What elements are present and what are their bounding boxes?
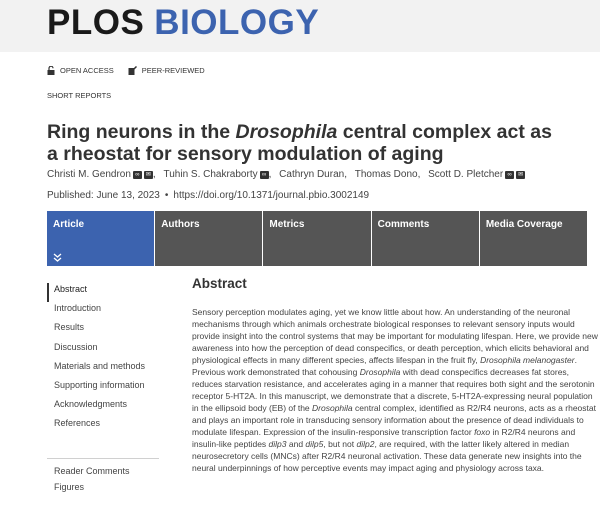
author-item[interactable]: Tuhin S. Chakraborty ∞ ,	[163, 169, 272, 180]
nav-figures[interactable]: Figures	[54, 481, 85, 492]
peer-reviewed-badge	[128, 66, 205, 75]
author-info-icon[interactable]: ∞	[260, 171, 269, 179]
publication-date: Published: June 13, 2023	[47, 190, 160, 201]
article-type: SHORT REPORTS	[47, 91, 112, 100]
nav-supporting-information[interactable]: Supporting information	[54, 379, 145, 390]
nav-materials-and-methods[interactable]: Materials and methods	[54, 360, 146, 371]
double-chevron-down-icon[interactable]	[53, 253, 62, 262]
open-access-badge	[47, 66, 114, 75]
tab-metrics[interactable]: Metrics	[263, 211, 370, 266]
tab-media-coverage[interactable]: Media Coverage	[480, 211, 587, 266]
open-lock-icon	[47, 66, 55, 75]
nav-reader-comments[interactable]: Reader Comments	[54, 465, 130, 476]
nav-introduction[interactable]: Introduction	[54, 303, 102, 314]
nav-acknowledgments[interactable]: Acknowledgments	[54, 399, 128, 410]
peer-reviewed-label: PEER-REVIEWED	[141, 66, 205, 75]
article-badges	[47, 66, 219, 75]
nav-divider	[47, 437, 159, 459]
abstract-heading: Abstract	[192, 276, 247, 291]
tab-article[interactable]: Article	[47, 211, 154, 266]
author-item[interactable]: Christi M. Gendron ∞ ✉ ,	[47, 169, 156, 180]
nav-references[interactable]: References	[54, 418, 101, 429]
author-item[interactable]: Thomas Dono ,	[354, 169, 421, 180]
plos-biology-logo[interactable]: PLOS BIOLOGY	[47, 3, 320, 42]
author-info-icon[interactable]: ∞	[505, 171, 514, 179]
doi-link[interactable]: https://doi.org/10.1371/journal.pbio.3002149	[173, 190, 370, 201]
article-title: Ring neurons in the Drosophila central complex act as a rheostat for sensory modulation of aging	[47, 121, 552, 165]
nav-results[interactable]: Results	[54, 322, 85, 333]
author-info-icon[interactable]: ∞	[133, 171, 142, 179]
email-icon[interactable]: ✉	[518, 172, 524, 178]
article-tabs	[47, 211, 587, 266]
peer-reviewed-icon	[128, 66, 137, 75]
email-icon[interactable]: ✉	[145, 172, 151, 178]
tab-comments[interactable]: Comments	[372, 211, 479, 266]
open-access-label: OPEN ACCESS	[60, 66, 114, 75]
publication-info: Published: June 13, 2023 • https://doi.org/10.1371/journal.pbio.3002149	[47, 190, 370, 201]
tab-authors[interactable]: Authors	[155, 211, 262, 266]
nav-abstract[interactable]: Abstract	[47, 283, 177, 302]
abstract-text: Sensory perception modulates aging, yet we know little about how. An understanding of the neuronal mechanisms through which animals orchestrate biological responses to relevant sensory inputs would provide insight into the control systems that may be important for modulating lifespan. Here, we provide new awareness into how the perception of dead conspecifics, or death perception, which elicits behavioral and physiological effects in many different species, affects lifespan in the fruit fly, Drosophila melanogaster. Previous work demonstrated that cohousing Drosophila with dead conspecifics decreases fat stores, reduces starvation resistance, and accelerates aging in a manner that requires both sight and the serotonin receptor 5-HT2A. In this manuscript, we demonstrate that a discrete, 5-HT2A-expressing neural population in the ellipsoid body (EB) of the Drosophila central complex, identified as R2/R4 neurons, acts as a rheostat and plays an important role in transducing sensory information about the presence of dead individuals to modulate lifespan. Expression of the insulin-responsive transcription factor foxo in R2/R4 neurons and insulin-like peptides dilp3 and dilp5, but not dilp2, are required, with the latter likely altered in median neurosecretory cells (MNCs) after R2/R4 neuronal activation. These data generate new insights into the neural underpinnings of how perceptive events may impact aging and physiology across taxa.	[192, 307, 598, 473]
author-item[interactable]: Scott D. Pletcher ∞ ✉	[428, 169, 524, 180]
site-header	[0, 0, 600, 52]
nav-discussion[interactable]: Discussion	[54, 341, 98, 352]
author-list	[47, 168, 587, 182]
author-item[interactable]: Cathryn Duran ,	[279, 169, 347, 180]
section-nav	[47, 283, 177, 497]
